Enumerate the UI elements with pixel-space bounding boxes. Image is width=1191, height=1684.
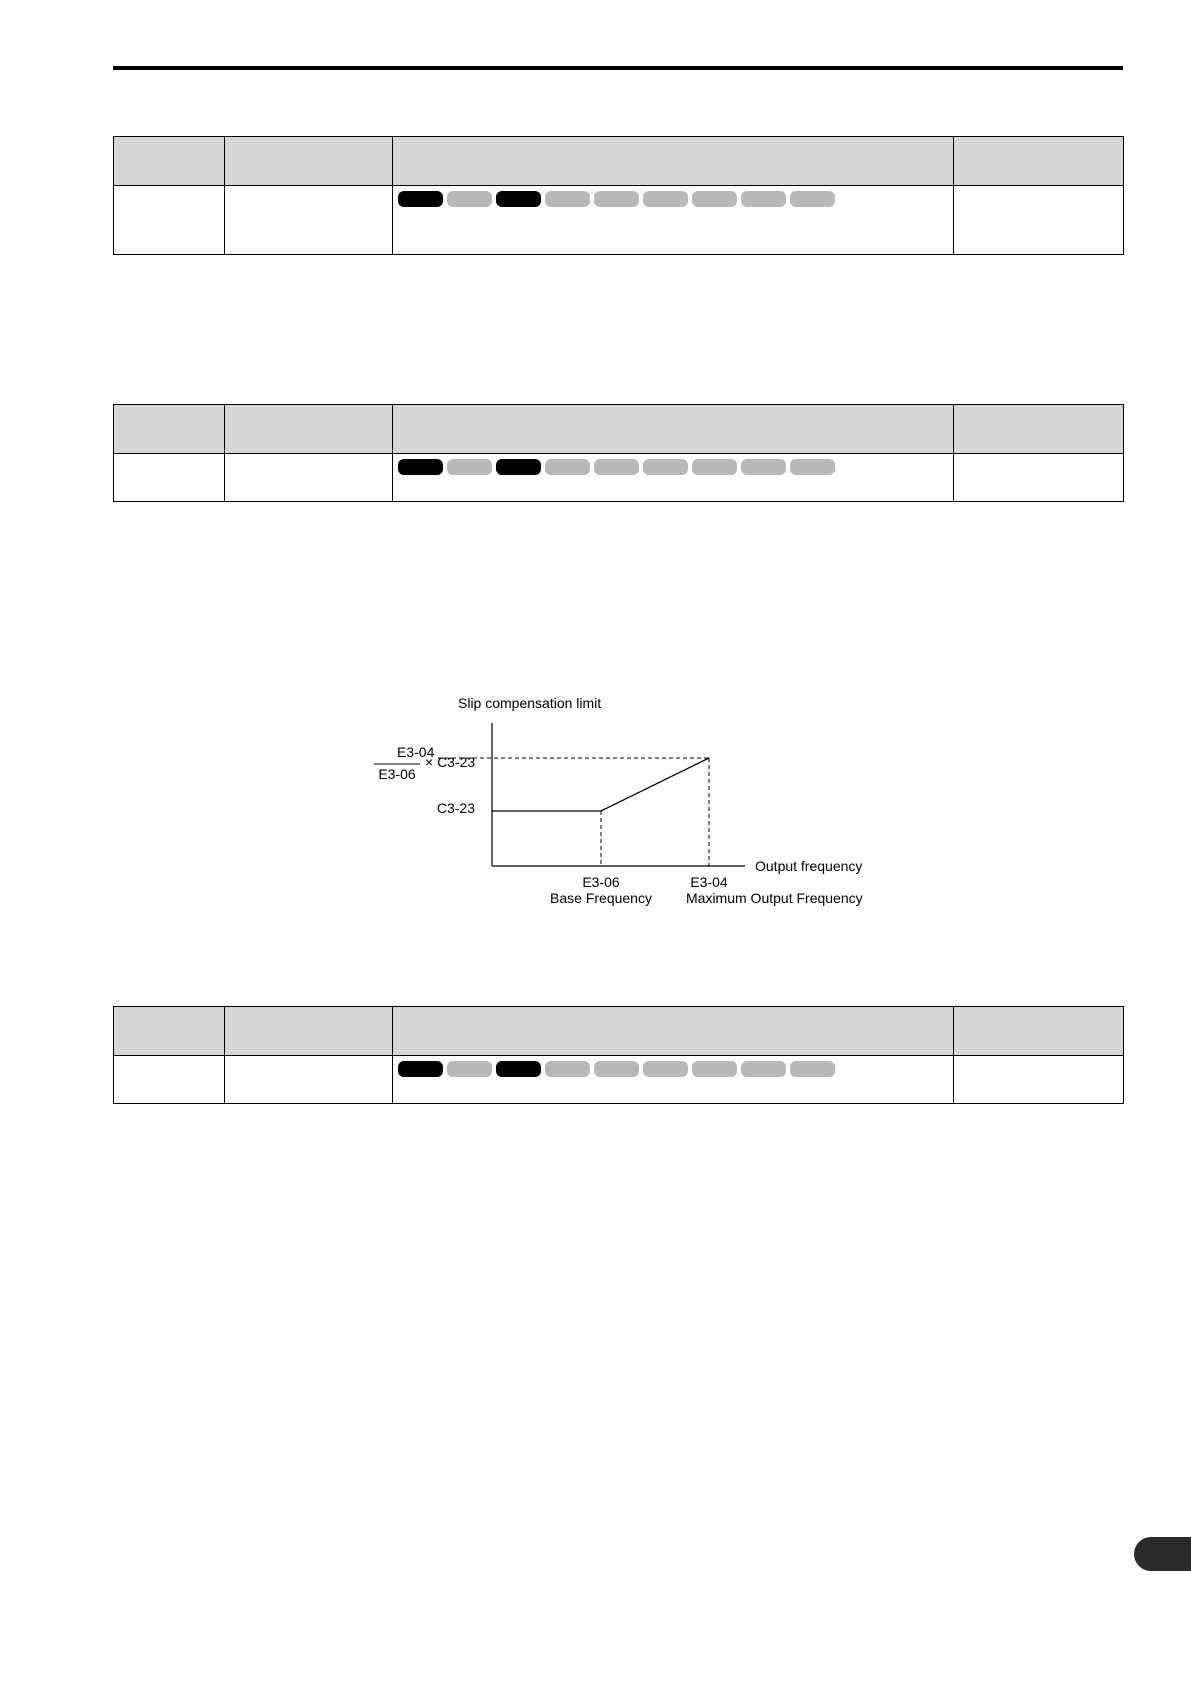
- cell-range: [954, 186, 1124, 255]
- cell-description: [393, 186, 954, 255]
- cell-no: [114, 186, 225, 255]
- control-mode-pill: [545, 459, 590, 475]
- control-mode-indicators: [393, 454, 953, 475]
- cell-no: [114, 454, 225, 502]
- chapter-tab-marker: [1134, 1537, 1191, 1571]
- header-cell-range: [954, 405, 1124, 454]
- header-cell-name: [225, 1007, 393, 1056]
- control-mode-pill: [692, 1061, 737, 1077]
- cell-name: [225, 454, 393, 502]
- control-mode-pill: [790, 191, 835, 207]
- header-cell-range: [954, 137, 1124, 186]
- cell-range: [954, 1056, 1124, 1104]
- header-cell-no: [114, 137, 225, 186]
- header-cell-name: [225, 137, 393, 186]
- fraction-numerator: E3-04: [397, 744, 435, 760]
- x-axis-title: Output frequency: [755, 858, 863, 874]
- y-level-label: C3-23: [436, 800, 475, 816]
- control-mode-pill: [398, 459, 443, 475]
- fraction-multiplier: × C3-23: [425, 754, 476, 770]
- header-rule: [113, 66, 1123, 70]
- control-mode-indicators: [393, 1056, 953, 1077]
- control-mode-pill: [447, 191, 492, 207]
- x-tick-max-name: Maximum Output Frequency: [686, 890, 863, 906]
- parameter-table-3: [113, 1006, 1124, 1104]
- table-header-row: [114, 405, 1124, 454]
- x-tick-base-name: Base Frequency: [550, 890, 652, 906]
- cell-no: [114, 1056, 225, 1104]
- control-mode-pill: [398, 1061, 443, 1077]
- control-mode-pill: [741, 459, 786, 475]
- table-row: [114, 1056, 1124, 1104]
- slip-compensation-diagram: [360, 683, 880, 923]
- header-cell-description: [393, 1007, 954, 1056]
- control-mode-pill: [741, 1061, 786, 1077]
- header-cell-description: [393, 137, 954, 186]
- cell-range: [954, 454, 1124, 502]
- control-mode-pill: [741, 191, 786, 207]
- table-header-row: [114, 137, 1124, 186]
- header-cell-no: [114, 405, 225, 454]
- control-mode-pill: [496, 191, 541, 207]
- header-cell-name: [225, 405, 393, 454]
- control-mode-pill: [398, 191, 443, 207]
- x-tick-base-code: E3-06: [582, 874, 620, 890]
- cell-description: [393, 1056, 954, 1104]
- fraction-denominator: E3-06: [378, 766, 416, 782]
- control-mode-pill: [545, 191, 590, 207]
- control-mode-pill: [790, 1061, 835, 1077]
- control-mode-pill: [643, 191, 688, 207]
- cell-name: [225, 186, 393, 255]
- control-mode-pill: [545, 1061, 590, 1077]
- control-mode-pill: [496, 459, 541, 475]
- limit-curve: [492, 758, 709, 811]
- control-mode-pill: [594, 459, 639, 475]
- parameter-table-2: [113, 404, 1124, 502]
- header-cell-description: [393, 405, 954, 454]
- control-mode-pill: [496, 1061, 541, 1077]
- control-mode-pill: [594, 191, 639, 207]
- parameter-table-1: [113, 136, 1124, 255]
- control-mode-pill: [594, 1061, 639, 1077]
- x-tick-max-code: E3-04: [690, 874, 728, 890]
- control-mode-pill: [692, 459, 737, 475]
- control-mode-indicators: [393, 186, 953, 207]
- cell-description: [393, 454, 954, 502]
- cell-name: [225, 1056, 393, 1104]
- header-cell-range: [954, 1007, 1124, 1056]
- table-header-row: [114, 1007, 1124, 1056]
- table-row: [114, 454, 1124, 502]
- control-mode-pill: [790, 459, 835, 475]
- control-mode-pill: [643, 1061, 688, 1077]
- table-row: [114, 186, 1124, 255]
- control-mode-pill: [692, 191, 737, 207]
- control-mode-pill: [643, 459, 688, 475]
- control-mode-pill: [447, 459, 492, 475]
- y-axis-title: Slip compensation limit: [458, 695, 602, 711]
- header-cell-no: [114, 1007, 225, 1056]
- control-mode-pill: [447, 1061, 492, 1077]
